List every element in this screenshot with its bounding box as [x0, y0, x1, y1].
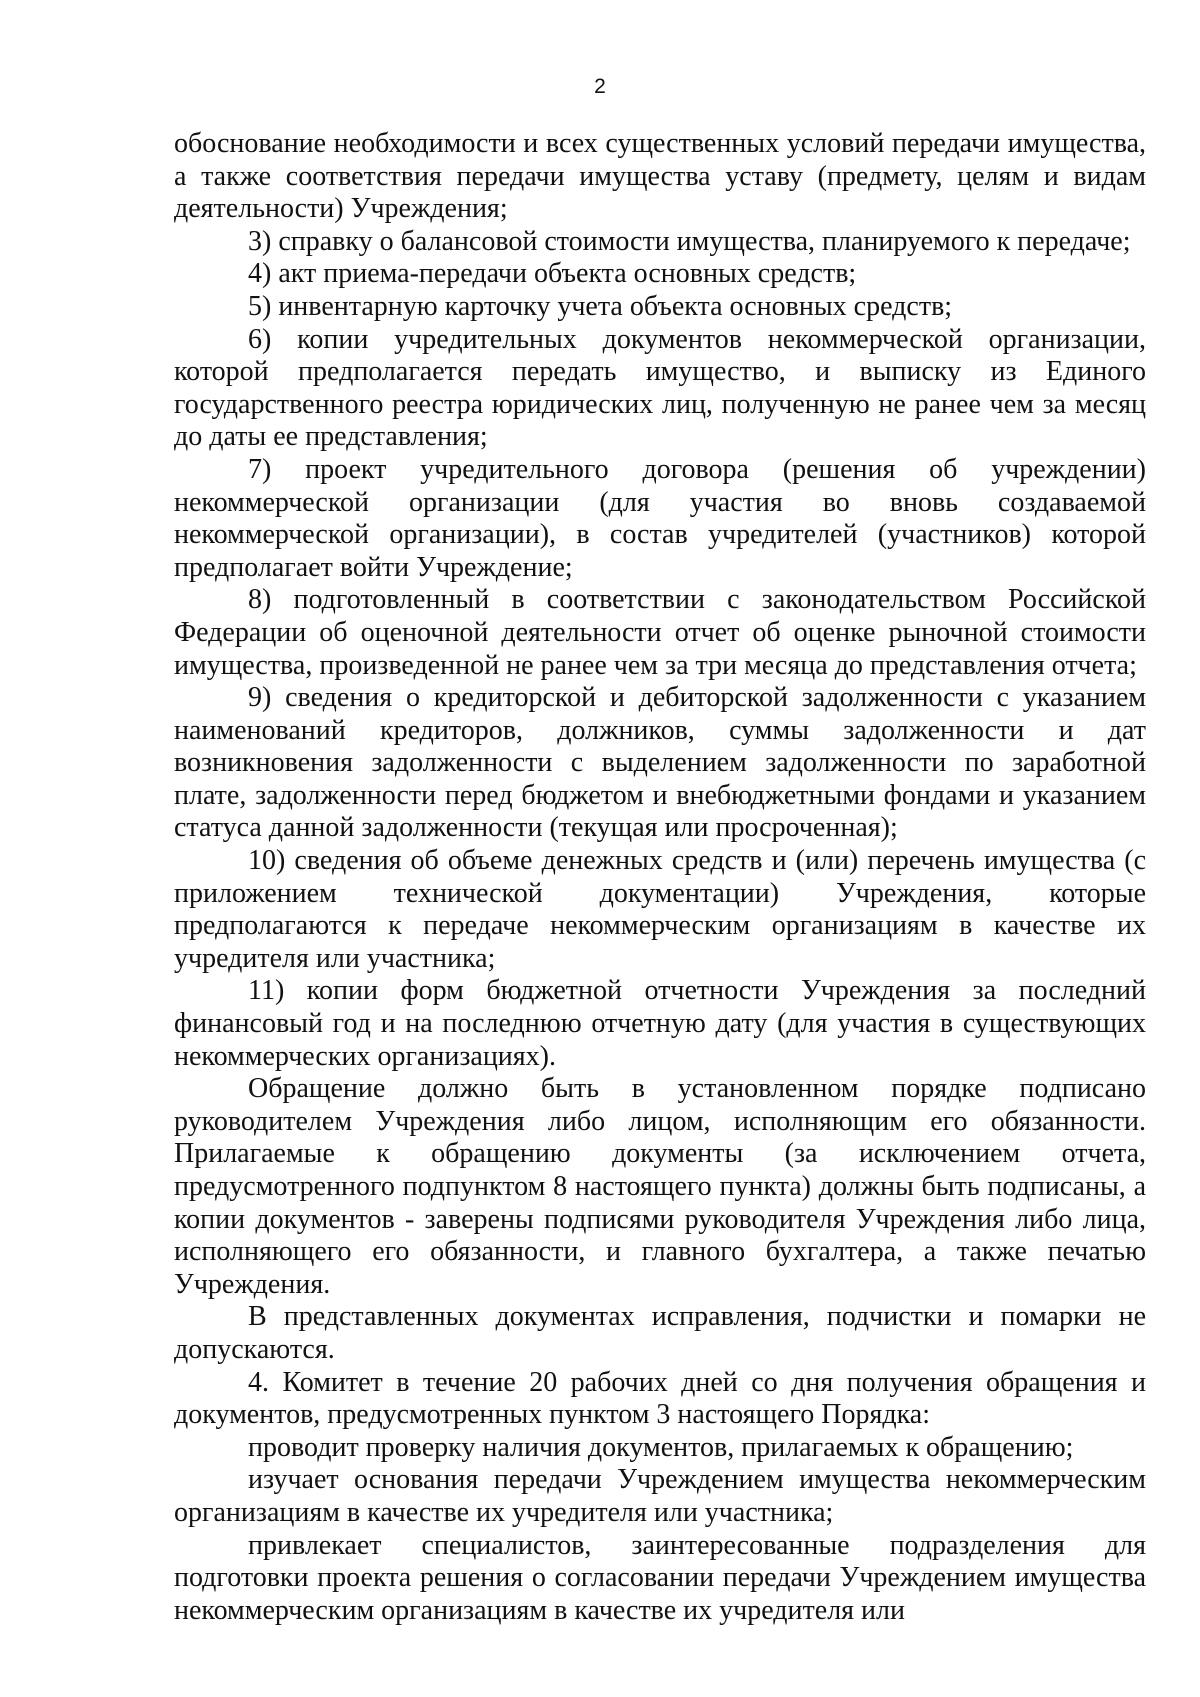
- paragraph-item-3: 3) справку о балансовой стоимости имущества, планируемого к передаче;: [248, 225, 1131, 257]
- paragraph-item-4: 4) акт приема-передачи объекта основных средств;: [248, 258, 857, 290]
- paragraph-item-7: 7) проект учредительного договора (решения об учреждении) некоммерческой организации (для участия во вновь создаваемой некоммерческой организации), в состав учредителей (участников) которой предполагает войти Учреждение;: [174, 453, 1146, 583]
- paragraph-section-4: 4. Комитет в течение 20 рабочих дней со дня получения обращения и документов, предусмотренных пунктом 3 настоящего Порядка:: [174, 1366, 1146, 1431]
- paragraph-item-9: 9) сведения о кредиторской и дебиторской задолженности с указанием наименований кредиторов, должников, суммы задолженности и дат возникновения задолженности с выделением задолженности по заработной плате, задолженности перед бюджетом и внебюджетными фондами и указанием статуса данной задолженности (текущая или просроченная);: [174, 682, 1146, 844]
- paragraph-no-corrections: В представленных документах исправления, подчистки и помарки не допускаются.: [174, 1301, 1146, 1365]
- paragraph-continuation: обоснование необходимости и всех существенных условий передачи имущества, а также соответствия передачи имущества уставу (предмету, целям и видам деятельности) Учреждения;: [174, 128, 1146, 225]
- paragraph-item-10: 10) сведения об объеме денежных средств и (или) перечень имущества (с приложением технической документации) Учреждения, которые предполагаются к передаче некоммерческим организациям в качестве их учредителя или участника;: [174, 845, 1146, 974]
- paragraph-involve-specialists: привлекает специалистов, заинтересованные подразделения для подготовки проекта решения о согласовании передачи Учреждением имущества некоммерческим организациям в качестве их учредителя или: [174, 1529, 1146, 1626]
- paragraph-item-5: 5) инвентарную карточку учета объекта основных средств;: [248, 290, 953, 322]
- paragraph-study-grounds: изучает основания передачи Учреждением имущества некоммерческим организациям в качестве их учредителя или участника;: [174, 1464, 1146, 1528]
- paragraph-check-documents: проводит проверку наличия документов, прилагаемых к обращению;: [248, 1431, 1074, 1463]
- paragraph-item-11: 11) копии форм бюджетной отчетности Учреждения за последний финансовый год и на последнюю отчетную дату (для участия в существующих некоммерческих организациях).: [174, 975, 1146, 1072]
- paragraph-item-6: 6) копии учредительных документов некоммерческой организации, которой предполагается передать имущество, и выписку из Единого государственного реестра юридических лиц, полученную не ранее чем за месяц до даты ее представления;: [174, 323, 1146, 453]
- document-body: [174, 128, 1146, 1627]
- page-number: 2: [594, 75, 606, 98]
- paragraph-item-8: 8) подготовленный в соответствии с законодательством Российской Федерации об оценочной деятельности отчет об оценке рыночной стоимости имущества, произведенной не ранее чем за три месяца до представления отчета;: [174, 584, 1146, 681]
- paragraph-signing-requirements: Обращение должно быть в установленном порядке подписано руководителем Учреждения либо лицом, исполняющим его обязанности. Прилагаемые к обращению документы (за исключением отчета, предусмотренного подпунктом 8 настоящего пункта) должны быть подписаны, а копии документов - заверены подписями руководителя Учреждения либо лица, исполняющего его обязанности, и главного бухгалтера, а также печатью Учреждения.: [174, 1073, 1146, 1300]
